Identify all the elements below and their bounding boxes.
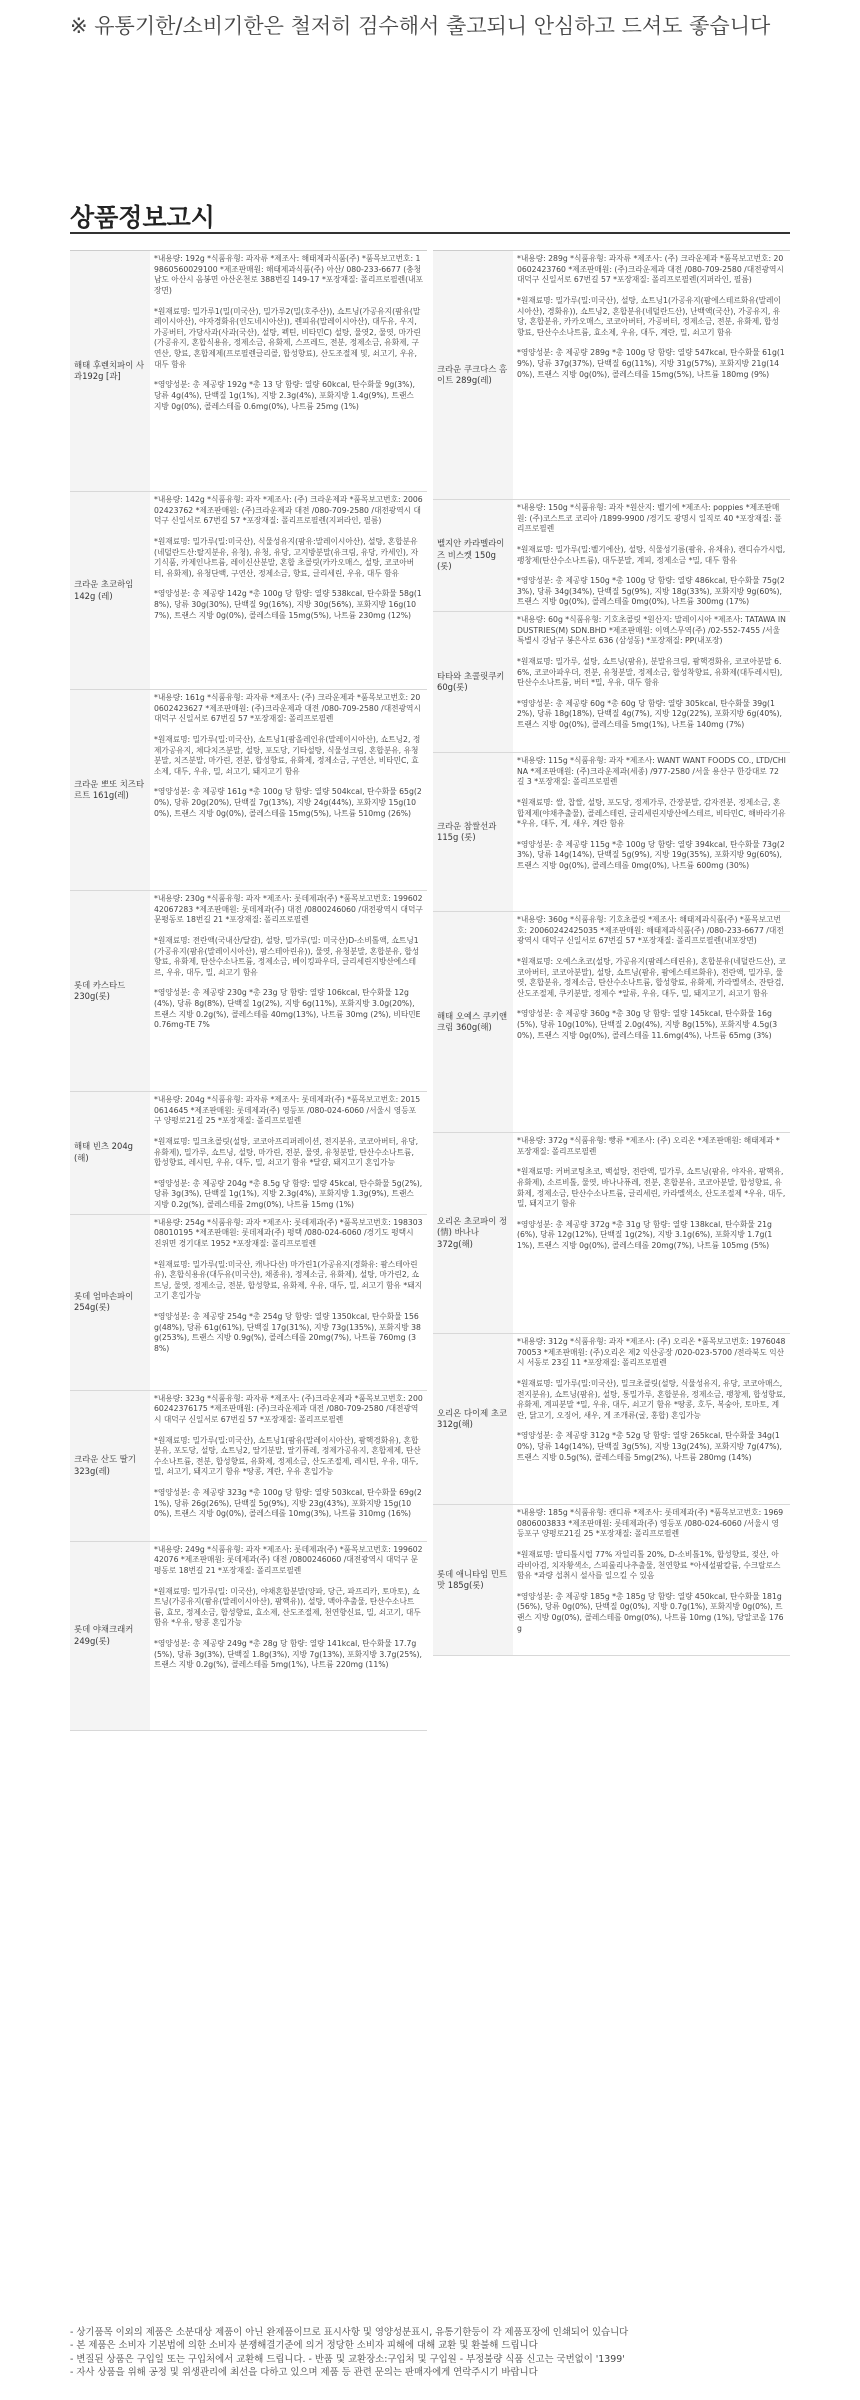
product-name: 해태 빈츠 204g (해)	[70, 1092, 150, 1214]
product-detail-paragraph: *영양성분: 총 제공량 115g *총 100g 당 함량: 열량 394kcal, 탄수화물 73g(23%), 당류 14g(14%), 단백질 5g(9%), 지방 19g(35%), 포화지방 9g(60%), 트랜스 지방 0g(0%), 콜레스테롤 0mg(0%), 나트륨 600mg (30%)	[517, 839, 785, 870]
product-name: 오리온 초코파이 정(情) 바나나 372g(해)	[433, 1133, 513, 1333]
product-detail-paragraph: *내용량: 323g *식품유형: 과자류 *제조사: (주)크라운제과 *품목보고번호: 20060242376175 *제조판매원: (주)크라운제과 대전 /080-709-2580 /대전광역시 대덕구 신일서로 67번길 57 *포장재질: 폴리프로필렌	[154, 1393, 423, 1424]
product-detail-paragraph: *내용량: 161g *식품유형: 과자류 *제조사: (주) 크라운제과 *품목보고번호: 200602423627 *제조판매원: (주)크라운제과 대전 /080-709-2580 /대전광역시 대덕구 신일서로 67번길 57 *포장재질: 폴리프로필렌	[154, 693, 421, 724]
product-name: 롯데 카스타드 230g(롯)	[70, 891, 150, 1091]
product-details	[513, 753, 790, 911]
product-details	[150, 251, 427, 491]
product-detail-paragraph: *영양성분: 총 제공량 60g *총 60g 당 함량: 열량 305kcal, 탄수화물 39g(12%), 당류 18g(18%), 단백질 4g(7%), 지방 12g(22%), 포화지방 6g(40%), 트랜스 지방 0g(0%), 콜레스테롤 5mg(1%), 나트륨 140mg (7%)	[517, 698, 782, 729]
product-detail-paragraph: *내용량: 60g *식품유형: 기호초콜릿 *원산지: 말레이시아 *제조사: TATAWA INDUSTRIES(M) SDN.BHD *제조판매원: 이엑스무역(주) /02-552-7455 /서울특별시 강남구 봉은사로 636 (삼성동) *포장재질: PP(내포장)	[517, 615, 786, 646]
product-detail-paragraph: *원재료명: 밀가루, 설탕, 쇼트닝(팜유), 분말유크림, 팜핵경화유, 코코아분말 6.6%, 코코아파우더, 전분, 유청분말, 정제소금, 합성착향료, 유화제(대두레시틴), 탄산수소나트륨, 버터 *밀, 우유, 대두 함유	[517, 656, 783, 688]
product-details	[150, 1092, 427, 1214]
product-name: 크라운 초코하임 142g (레)	[70, 492, 150, 689]
product-name: 롯데 엄마손파이 254g(롯)	[70, 1215, 150, 1390]
product-row	[433, 251, 790, 500]
product-name: 해태 오예스 쿠키앤크림 360g(해)	[433, 912, 513, 1132]
product-detail-paragraph: *원재료명: 밀가루(밀:벨기에산), 설탕, 식물성기름(팜유, 유채유), 캔디슈가시럽, 팽창제(탄산수소나트륨), 대두분말, 계피, 정제소금 *밀, 대두 함유	[517, 544, 786, 565]
product-name: 타타와 초콜릿쿠키 60g(롯)	[433, 612, 513, 752]
product-info-table	[70, 250, 790, 1731]
product-detail-paragraph: *원재료명: 밀가루(밀:미국산), 쇼트닝1(팜유(말레이시아산), 팜핵경화유), 혼합분유, 포도당, 설탕, 쇼트닝2, 딸기분말, 딸기퓨레, 정제가공유지, 혼합제제, 탄산수소나트륨, 전분, 합성향료, 유화제, 정제소금, 산도조절제, 레시틴, 우유, 대두, 밀, 쇠고기, 돼지고기 함유 *땅콩, 계란, 우유 혼입가능	[154, 1435, 421, 1477]
product-detail-paragraph: *내용량: 204g *식품유형: 과자류 *제조사: 롯데제과(주) *품목보고번호: 20150614645 *제조판매원: 롯데제과(주) 영등포 /080-024-6060 /서울시 영등포구 양평로21길 25 *포장재질: 폴리프로필렌	[154, 1095, 421, 1126]
product-detail-paragraph: *영양성분: 총 제공량 254g *총 254g 당 함량: 열량 1350kcal, 탄수화물 156g(48%), 당류 61g(61%), 단백질 17g(31%), 지방 73g(135%), 포화지방 38g(253%), 트랜스 지방 0.9g(%), 콜레스테롤 20mg(7%), 나트륨 760mg (38%)	[154, 1312, 421, 1353]
notice-text: ※ 유통기한/소비기한은 철저히 검수해서 출고되니 안심하고 드셔도 좋습니다	[70, 14, 771, 38]
product-details	[150, 891, 427, 1091]
product-detail-paragraph: *원재료명: 밀가루(밀:미국산), 식물성유지(팜유:말레이시아산), 설탕, 혼합분유(네덜란드산:탈지분유, 유청), 유청, 유당, 고지방분말(유크림, 유당, 카세인), 자기식품, 카제인나트륨, 레이신산분말, 혼합 초콜릿(카카오매스, 설탕, 코코아버터, 유화제), 유청단백, 구연산, 정제소금, 향료, 글리세린, 우유, 대두 함유	[154, 536, 419, 578]
product-name: 롯데 야채크래커 249g(롯)	[70, 1542, 150, 1730]
product-row	[433, 612, 790, 753]
product-detail-paragraph: *내용량: 142g *식품유형: 과자 *제조사: (주) 크라운제과 *품목보고번호: 200602423762 *제조판매원: (주)크라운제과 대전 /080-709-2580 /대전광역시 대덕구 신일서로 67번길 57 *포장재질: 폴리프로필렌(지퍼라인, 필름)	[154, 495, 423, 526]
title-divider	[70, 232, 790, 234]
product-details	[513, 1334, 790, 1504]
product-name: 크라운 뽀또 치즈타르트 161g(레)	[70, 690, 150, 890]
product-detail-paragraph: *내용량: 192g *식품유형: 과자류 *제조사: 해태제과식품(주) *품목보고번호: 19860560029100 *제조판매원: 해태제과식품(주) 아산/ 080-233-6677 (충청남도 아산시 음봉면 아산온천로 388번길 149-17 *포장재질: 폴리프로필렌(내포장면)	[154, 254, 423, 295]
product-details	[150, 1215, 427, 1390]
product-name: 크라운 쿠크다스 홈이트 289g(레)	[433, 251, 513, 499]
product-detail-paragraph: *원재료명: 커버코팅초코, 백설탕, 전란액, 밀가루, 쇼트닝(팜유, 야자유, 팜핵유, 유화제), 소르비톨, 물엿, 바나나퓨레, 전분, 혼합분유, 코코아분말, 합성향료, 유화제, 정제소금, 탄산수소나트륨, 글리세린, 카라멜색소, 산도조절제 *우유, 대두, 밀, 돼지고기 함유	[517, 1167, 786, 1209]
product-detail-paragraph: *원재료명: 밀가루(밀:미국산), 밀크초콜릿(설탕, 식물성유지, 유당, 코코아매스, 전지분유), 쇼트닝(팜유), 설탕, 통밀가루, 혼합분유, 정제소금, 팽창제, 합성향료, 유화제, 계피분말 *밀, 우유, 대두, 쇠고기 함유 *땅콩, 호두, 복숭아, 토마토, 계란, 닭고기, 오징어, 새우, 게 조개류(굴, 홍합) 혼입가능	[517, 1378, 786, 1420]
product-name: 롯데 애니타임 민트맛 185g(롯)	[433, 1505, 513, 1655]
footer-notes	[70, 2326, 790, 2379]
product-detail-paragraph: *원재료명: 밀가루(밀:미국산), 설탕, 쇼트닝1(가공유지(팜에스테르화유(말레이시아산), 경화유)), 쇼트닝2, 혼합분유(네덜란드산), 난백액(국산), 가공유지, 유당, 혼합분유, 카카오매스, 코코아버터, 가공버터, 정제소금, 전분, 유화제, 합성향료, 탄산수소나트륨, 효소제, 우유, 대두, 계란, 밀, 쇠고기 함유	[517, 295, 781, 337]
product-name: 해태 후렌치파이 사과192g [과]	[70, 251, 150, 491]
product-details	[513, 1505, 790, 1655]
product-detail-paragraph: *내용량: 360g *식품유형: 기호초콜릿 *제조사: 해태제과식품(주) *품목보고번호: 20060242425035 *제조판매원: 해태제과식품(주) /080-233-6677 /대전광역시 대덕구 신일서로 67번길 57 *포장재질: 폴리프로필렌(내포장면)	[517, 915, 784, 946]
product-detail-paragraph: *원재료명: 밀크초콜릿(설탕, 코코아프리퍼레이션, 전지분유, 코코아버터, 유당, 유화제), 밀가루, 쇼트닝, 설탕, 마가린, 전분, 물엿, 유청분말, 탄산수소나트륨, 합성향료, 레시틴, 우유, 대두, 밀, 쇠고기 함유 *달걀, 돼지고기 혼입가능	[154, 1136, 419, 1168]
footer-line: - 상기품목 이외의 제품은 소분대상 제품이 아닌 완제품이므로 표시사항 및 영양성분표시, 유통기한등이 각 제품포장에 인쇄되어 있습니다	[70, 2327, 629, 2338]
product-name: 오리온 다이제 초코 312g(해)	[433, 1334, 513, 1504]
product-details	[513, 500, 790, 611]
product-details	[150, 1391, 427, 1541]
product-detail-paragraph: *영양성분: 총 제공량 142g *총 100g 당 함량: 열량 538kcal, 탄수화물 58g(18%), 당류 30g(30%), 단백질 9g(16%), 지방 30g(56%), 포화지방 16g(107%), 트랜스 지방 0g(0%), 콜레스테롤 15mg(5%), 나트륨 230mg (12%)	[154, 589, 422, 620]
product-detail-paragraph: *원재료명: 밀가루(밀:미국산, 캐나다산) 마가린1(가공유지(경화유: 팜스테아린유), 혼합식용유(대두유(미국산), 채종유), 정제소금, 유화제), 설탕, 마가린2, 쇼트닝, 물엿, 정제소금, 전분, 합성향료, 유화제, 우유, 대두, 밀, 쇠고기 함유 *돼지고기 혼입가능	[154, 1259, 423, 1301]
product-row	[70, 492, 427, 690]
product-detail-paragraph: *영양성분: 총 제공량 192g *총 13 당 함량: 열량 60kcal, 탄수화물 9g(3%), 당류 4g(4%), 단백질 1g(1%), 지방 2.3g(4%), 포화지방 1.4g(9%), 트랜스 지방 0g(0%), 콜레스테롤 0.6mg(0%), 나트륨 25mg (1%)	[154, 380, 415, 411]
product-row	[70, 1391, 427, 1542]
product-row	[70, 891, 427, 1092]
product-detail-paragraph: *내용량: 150g *식품유형: 과자 *원산지: 벨기에 *제조사: poppies *제조판매원: (주)코스트코 코리아 /1899-9900 /경기도 광명시 일직로 40 *포장재질: 폴리프로필렌	[517, 503, 782, 534]
product-details	[150, 492, 427, 689]
product-detail-paragraph: *내용량: 312g *식품유형: 과자 *제조사: (주) 오리온 *품목보고번호: 197604870053 *제조판매원: (주)오리온 제2 익산공장 /020-023-5700 /전라북도 익산시 서동로 23길 11 *포장재질: 폴리프로필렌	[517, 1337, 786, 1368]
product-detail-paragraph: *내용량: 249g *식품유형: 과자 *제조사: 롯데제과(주) *품목보고번호: 19960242076 *제조판매원: 롯데제과(주) 대전 /0800246060 /대전광역시 대덕구 문평동로 18번길 21 *포장재질: 폴리프로필렌	[154, 1544, 423, 1575]
product-detail-paragraph: *영양성분: 총 제공량 150g *총 100g 당 함량: 열량 486kcal, 탄수화물 75g(23%), 당류 34g(34%), 단백질 5g(9%), 지방 18g(33%), 포화지방 9g(60%), 트랜스 지방 0g(0%), 콜레스테롤 0mg(0%), 나트륨 300mg (17%)	[517, 576, 785, 607]
left-column	[70, 250, 427, 1731]
product-detail-paragraph: *내용량: 372g *식품유형: 빵류 *제조사: (주) 오리온 *제조판매원: 해태제과 *포장재질: 폴리프로필렌	[517, 1136, 780, 1156]
section-title: 상품정보고시	[70, 203, 215, 232]
right-column	[433, 250, 790, 1731]
product-row	[433, 1334, 790, 1505]
product-detail-paragraph: *영양성분: 총 제공량 230g *총 23g 당 함량: 열량 106kcal, 탄수화물 12g(4%), 당류 8g(8%), 단백질 1g(2%), 지방 6g(11%), 포화지방 3.0g(20%), 트랜스 지방 0.2g(%), 콜레스테롤 40mg(13%), 나트륨 30mg (2%), 비타민E 0.76mg-TE 7%	[154, 988, 421, 1030]
product-row	[433, 1505, 790, 1656]
product-detail-paragraph: *내용량: 185g *식품유형: 캔디류 *제조사: 롯데제과(주) *품목보고번호: 19690806003833 *제조판매원: 롯데제과(주) 영등포 /080-024-6060 /서울시 영등포구 양평로21길 25 *포장재질: 폴리프로필렌	[517, 1508, 784, 1539]
product-detail-paragraph: *영양성분: 총 제공량 204g *총 8.5g 당 함량: 열량 45kcal, 탄수화물 5g(2%), 당류 3g(3%), 단백질 1g(1%), 지방 2.3g(4%), 포화지방 1.3g(9%), 트랜스 지방 0.2g(%), 콜레스테롤 2mg(0%), 나트륨 15mg (1%)	[154, 1178, 423, 1209]
product-detail-paragraph: *내용량: 230g *식품유형: 과자 *제조사: 롯데제과(주) *품목보고번호: 19960242067283 *제조판매원: 롯데제과(주) 대전 /0800246060 /대전광역시 대덕구 문평동로 18번길 21 *포장재질: 폴리프로필렌	[154, 894, 423, 925]
product-row	[70, 251, 427, 492]
product-detail-paragraph: *영양성분: 총 제공량 372g *총 31g 당 함량: 열량 138kcal, 탄수화물 21g(6%), 당류 12g(12%), 단백질 1g(2%), 지방 3.1g(6%), 포화지방 1.7g(11%), 트랜스 지방 0g(0%), 콜레스테롤 20mg(7%), 나트륨 105mg (5%)	[517, 1219, 773, 1250]
product-details	[150, 690, 427, 890]
product-detail-paragraph: *영양성분: 총 제공량 323g *총 100g 당 함량: 열량 503kcal, 탄수화물 69g(21%), 당류 26g(26%), 단백질 5g(9%), 지방 23g(43%), 포화지방 15g(100%), 트랜스 지방 0g(0%), 콜레스테롤 10mg(3%), 나트륨 310mg (16%)	[154, 1488, 422, 1519]
product-detail-paragraph: *내용량: 254g *식품유형: 과자 *제조사: 롯데제과(주) *품목보고번호: 19830308010195 *제조판매원: 롯데제과(주) 평택 /080-024-6060 /경기도 평택시 진위면 경기대로 1952 *포장재질: 폴리프로필렌	[154, 1217, 423, 1248]
product-detail-paragraph: *원재료명: 말티톨시럽 77% 자일리톨 20%, D-소비톨1%, 합성향료, 젖산, 아라비아검, 치자황색소, 스피룰리나추출물, 천연향료 *아세설팜칼륨, 수크랄로스 함유 *과량 섭취시 설사를 일으킬 수 있음	[517, 1549, 781, 1581]
product-detail-paragraph: *원재료명: 밀가루1(밀(미국산), 밀가루2(밀(호주산)), 쇼트닝(가공유지(팜유(말레이시아산), 야자경화유(인도네시아산)), 렌피유(말레이시아산), 대두유, 우지, 가공버터, 가당사과(사과(국산), 설탕, 펙틴, 비타민C) 설탕, 물엿2, 물엿, 마가린(가공유지, 혼합식용유, 정제소금, 유화제, 스프레드, 전분, 정제소금, 유화제, 구연산, 향료, 혼합제제(프로필렌글리콜, 합성향료), 산도조절제 및, 쇠고기, 우유, 대두 함유	[154, 306, 421, 369]
product-detail-paragraph: *영양성분: 총 제공량 249g *총 28g 당 함량: 열량 141kcal, 탄수화물 17.7g(5%), 당류 3g(3%), 단백질 1.8g(3%), 지방 7g(13%), 포화지방 3.7g(25%), 트랜스 지방 0.2g(%), 콜레스테롤 5mg(1%), 나트륨 220mg (11%)	[154, 1639, 422, 1670]
product-details	[150, 1542, 427, 1730]
footer-line: - 본 제품은 소비자 기본법에 의한 소비자 분쟁해결기준에 의거 정당한 소비자 피해에 대해 교환 및 환불해 드립니다	[70, 2340, 538, 2352]
product-row	[433, 753, 790, 912]
product-detail-paragraph: *영양성분: 총 제공량 185g *총 185g 당 함량: 열량 450kcal, 탄수화물 181g(56%), 당류 0g(0%), 단백질 0g(0%), 지방 0.7g(1%), 포화지방 0g(0%), 트랜스 지방 0g(0%), 콜레스테롤 0mg(0%), 나트륨 10mg (1%), 당알코올 176g	[517, 1591, 784, 1633]
product-row	[70, 1215, 427, 1391]
product-details	[513, 912, 790, 1132]
product-detail-paragraph: *내용량: 289g *식품유형: 과자류 *제조사: (주) 크라운제과 *품목보고번호: 200602423760 *제조판매원: (주)크라운제과 대전 /080-709-2580 /대전광역시 대덕구 신일서로 67번길 57 *포장재질: 폴리프로필렌(지퍼라인, 필름)	[517, 254, 784, 285]
product-detail-paragraph: *원재료명: 밀가루(밀: 미국산), 야채혼합분말(양파, 당근, 파프리카, 토마토), 쇼트닝(가공유지(팜유(말레이시아산), 팜핵유)), 설탕, 맥아추출물, 탄산수소나트륨, 효모, 정제소금, 합성향료, 효소제, 산도조절제, 천연향신료, 밀, 쇠고기, 대두 함유 *우유, 땅콩 혼입가능	[154, 1586, 421, 1628]
product-detail-paragraph: *영양성분: 총 제공량 161g *총 100g 당 함량: 열량 504kcal, 탄수화물 65g(20%), 당류 20g(20%), 단백질 7g(13%), 지방 24g(44%), 포화지방 15g(100%), 트랜스 지방 0g(0%), 콜레스테롤 15mg(5%), 나트륨 510mg (26%)	[154, 787, 422, 818]
product-detail-paragraph: *원재료명: 쌀, 찹쌀, 설탕, 포도당, 정제가루, 간장분말, 감자전분, 정제소금, 혼합제제(야채추출물), 콜레스테린, 글리세린지방산에스테르, 비타민C, 해바라기유 *우유, 대두, 게, 새우, 계란 함유	[517, 797, 786, 829]
product-row	[70, 1092, 427, 1215]
product-detail-paragraph: *영양성분: 총 제공량 289g *총 100g 당 함량: 열량 547kcal, 탄수화물 61g(19%), 당류 37g(37%), 단백질 6g(11%), 지방 31g(57%), 포화지방 21g(140%), 트랜스 지방 0g(0%), 콜레스테롤 15mg(5%), 나트륨 180mg (9%)	[517, 348, 785, 379]
product-row	[433, 912, 790, 1133]
product-name: 크라운 산도 딸기 323g(레)	[70, 1391, 150, 1541]
product-row	[70, 1542, 427, 1731]
product-detail-paragraph: *영양성분: 총 제공량 360g *총 30g 당 함량: 열량 145kcal, 탄수화물 16g(5%), 당류 10g(10%), 단백질 2.0g(4%), 지방 8g(15%), 포화지방 4.5g(30%), 트랜스 지방 0g(0%), 콜레스테롤 11.6mg(4%), 나트륨 65mg (3%)	[517, 1009, 778, 1040]
product-detail-paragraph: *원재료명: 전란액(국내산/달걀), 설탕, 밀가루(밀: 미국산)D-소비톨액, 쇼트닝1(가공유지(팜유(말레이시아산), 팜스테아린유)), 물엿, 유청분말, 혼합분유, 합성향료, 유화제, 탄산수소나트륨, 정제소금, 베이킹파우더, 글리세린지방산에스테르, 우유, 대두, 밀, 쇠고기 함유	[154, 935, 420, 977]
footer-line: - 자사 상품을 위해 공정 및 위생관리에 최선을 다하고 있으며 제품 등 관련 문의는 판매자에게 연락주시기 바랍니다	[70, 2367, 538, 2379]
product-row	[433, 1133, 790, 1334]
product-details	[513, 612, 790, 752]
product-detail-paragraph: *영양성분: 총 제공량 312g *총 52g 당 함량: 열량 265kcal, 탄수화물 34g(10%), 당류 14g(14%), 단백질 3g(5%), 지방 13g(24%), 포화지방 7g(47%), 트랜스 지방 0.5g(%), 콜레스테롤 5mg(2%), 나트륨 280mg (14%)	[517, 1431, 782, 1462]
product-row	[70, 690, 427, 891]
product-detail-paragraph: *내용량: 115g *식품유형: 과자 *제조사: WANT WANT FOODS CO., LTD/CHINA *제조판매원: (주)크라운제과(세종) /977-2580 /서울 용산구 한강대로 72길 3 *포장재질: 폴리프로필렌	[517, 756, 786, 787]
product-name: 크라운 참쌀선과 115g (롯)	[433, 753, 513, 911]
product-details	[513, 1133, 790, 1333]
footer-line: - 변질된 상품은 구입일 또는 구입처에서 교환해 드립니다. - 반품 및 교환장소:구입처 및 구입원 - 부정불량 식품 신고는 국번없이 '1399'	[70, 2353, 625, 2365]
product-detail-paragraph: *원재료명: 밀가루(밀:미국산), 쇼트닝1(팜올레인유(말레이시아산), 쇼트닝2, 정제가공유지, 체다치즈분말, 설탕, 포도당, 기타설탕, 식물성크림, 혼합분유, 유청분말, 치즈분말, 마가린, 전분, 합성향료, 유화제, 정제소금, 구연산, 비타민C, 효소제, 대두, 우유, 밀, 쇠고기, 돼지고기 함유	[154, 734, 421, 776]
product-detail-paragraph: *원재료명: 오예스초코(설탕, 가공유지(팜레스테린유), 혼합분유(네덜란드산), 코코아버터, 코코아분말), 설탕, 쇼트닝(팜유, 팜에스테르화유), 전란액, 밀가루, 물엿, 혼합분유, 정제소금, 탄산수소나트륨, 합성향료, 유화제, 카라멜색소, 잔탄검, 산도조절제, 쿠키분말, 정제수 *알류, 우유, 대두, 밀, 돼지고기, 쇠고기 함유	[517, 956, 786, 998]
product-details	[513, 251, 790, 499]
product-name: 벨지안 카라멜라이즈 비스켓 150g (롯)	[433, 500, 513, 611]
product-row	[433, 500, 790, 612]
